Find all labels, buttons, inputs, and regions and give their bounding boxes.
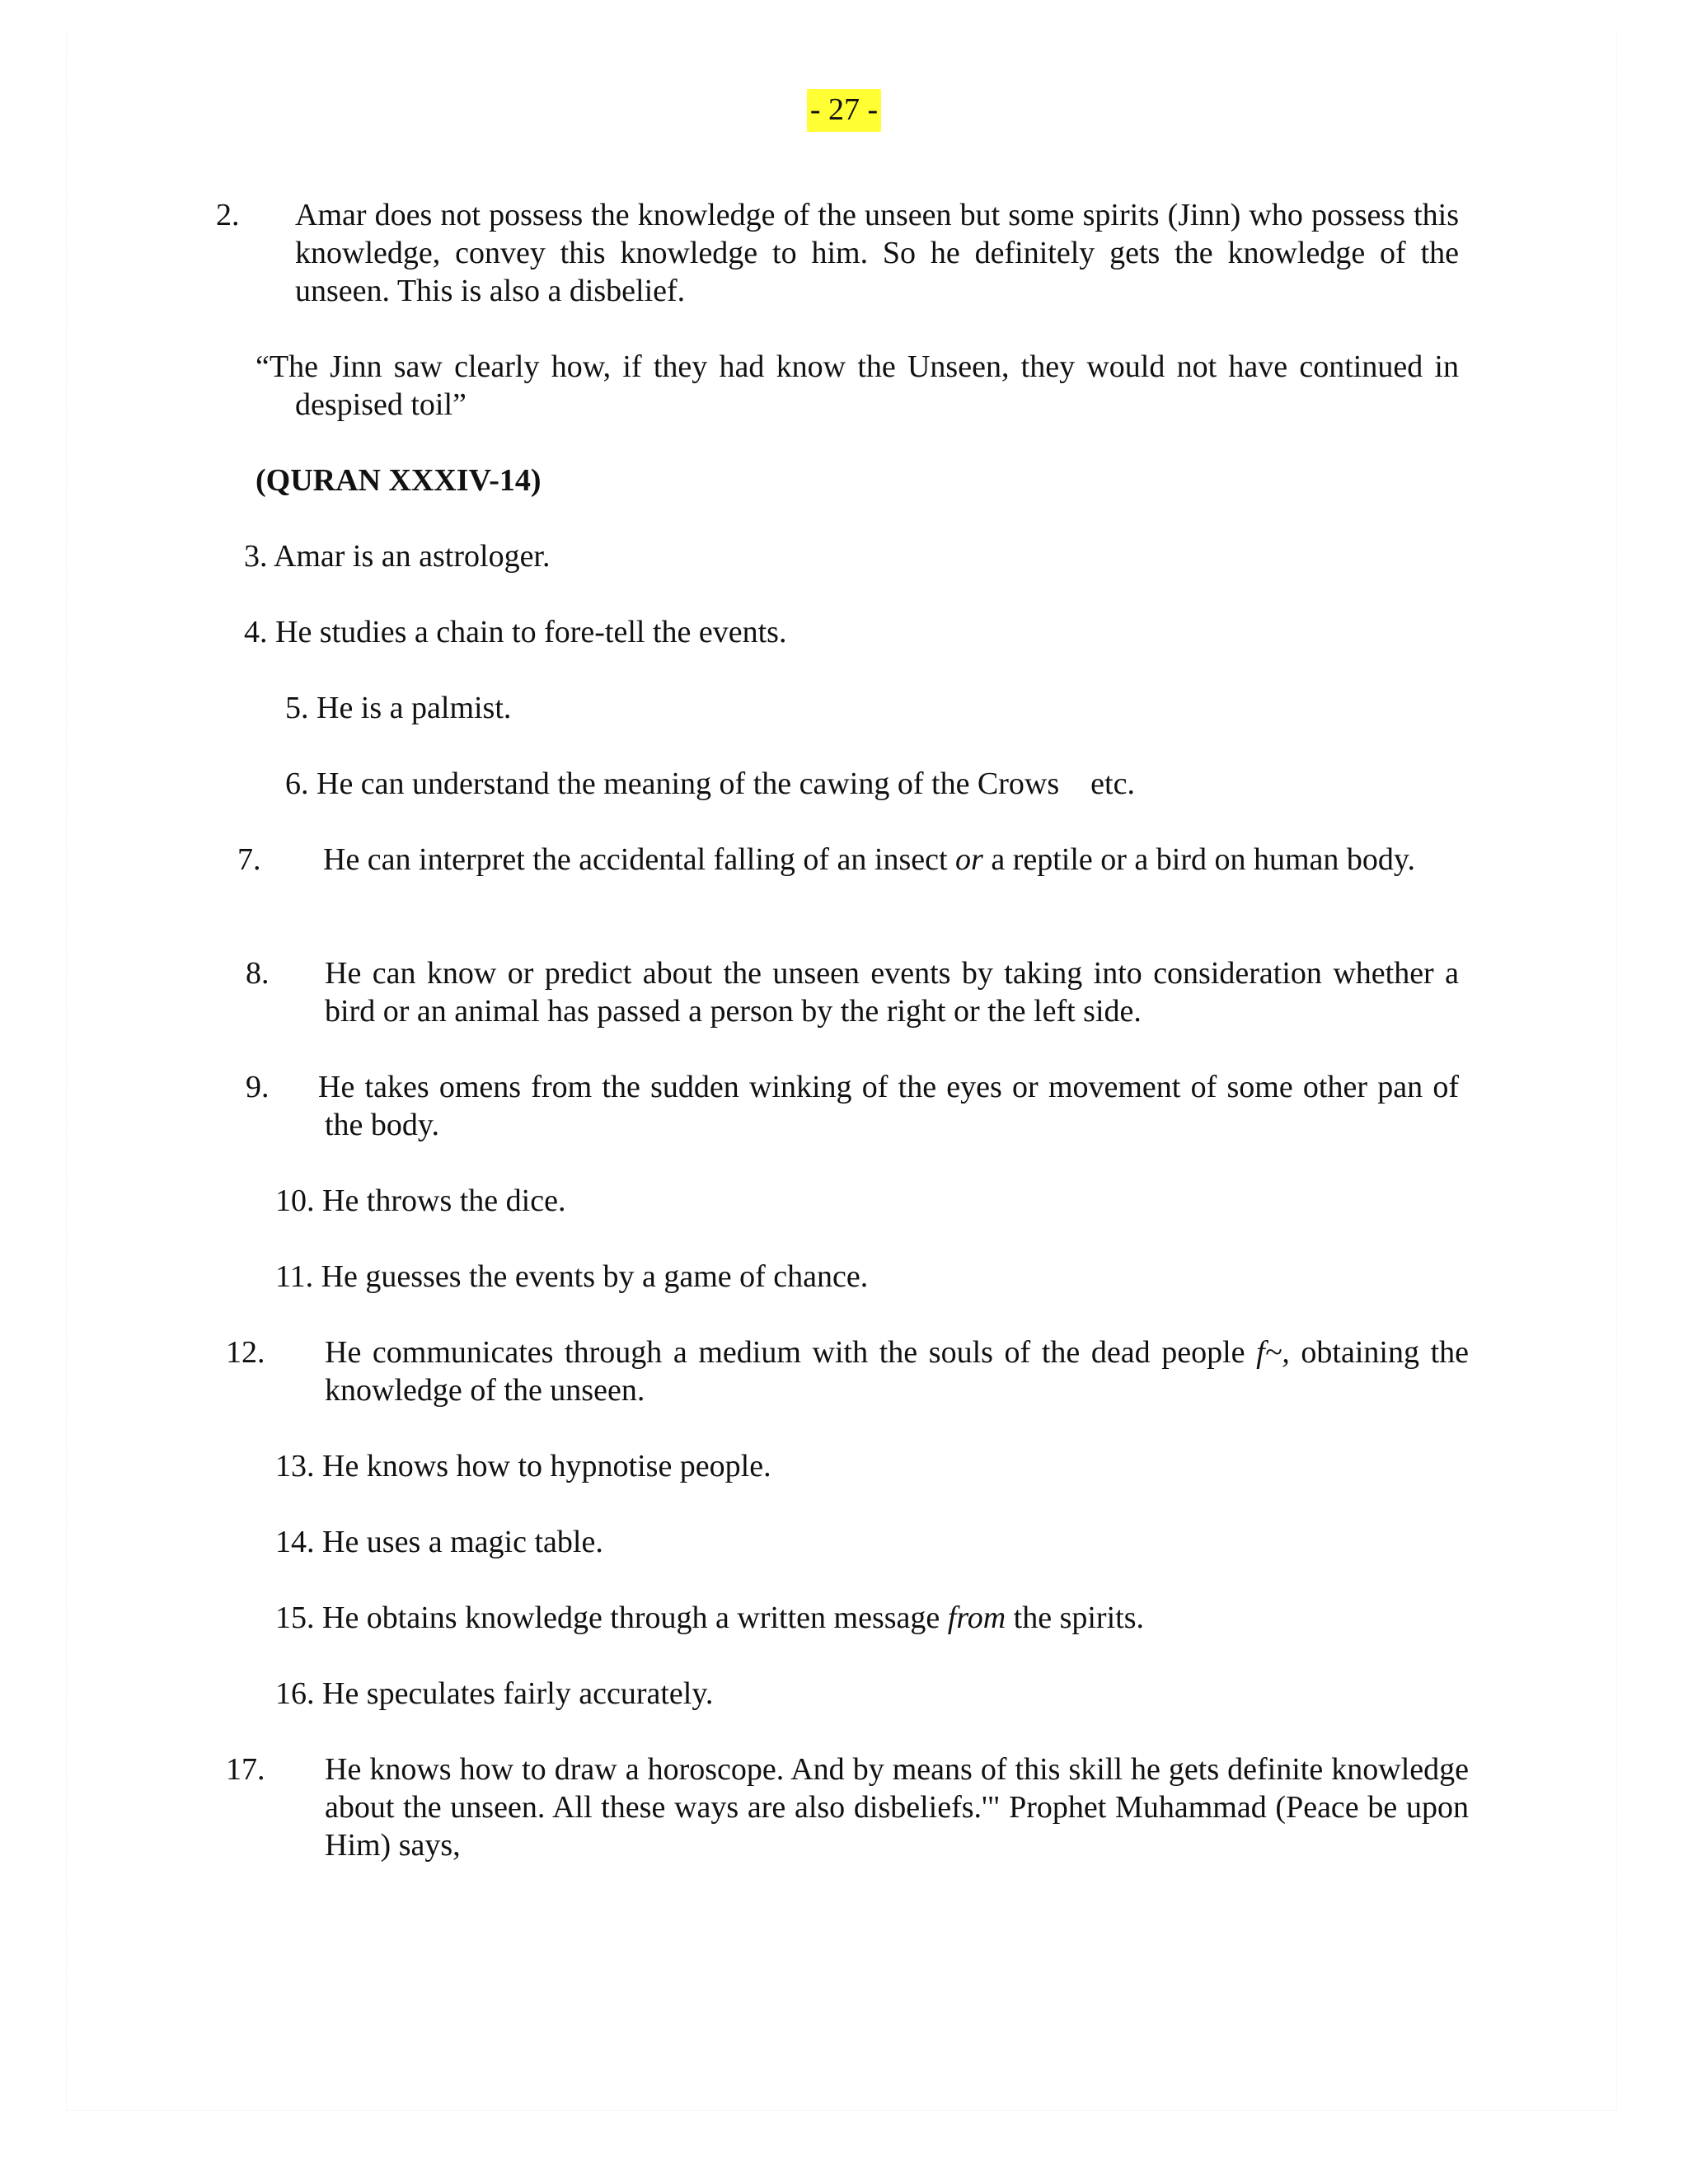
list-item-text: He speculates fairly accurately. <box>322 1676 714 1711</box>
list-item-text: He uses a magic table. <box>322 1525 603 1559</box>
list-item-number: 12. <box>226 1335 265 1370</box>
list-item-number: 17. <box>226 1752 265 1787</box>
list-item-number: 6. <box>285 766 309 801</box>
list-item-text: He studies a chain to fore-tell the events. <box>275 615 787 649</box>
quote-text: “The Jinn saw clearly how, if they had know the Unseen, they would not have continued in despised toil” <box>256 349 1459 422</box>
list-item-15 <box>275 1599 1144 1637</box>
list-item-number: 9. <box>246 1070 270 1104</box>
list-item-number: 13. <box>275 1449 315 1483</box>
list-item-text: He guesses the events by a game of chance. <box>321 1259 869 1294</box>
list-item-16 <box>275 1675 713 1713</box>
list-item-9 <box>246 1068 1459 1144</box>
citation-text: (QURAN XXXIV-14) <box>256 463 542 498</box>
list-item-text: He can know or predict about the unseen events by taking into consideration whether a bird or an animal has passed a person by the right or the left side. <box>325 956 1459 1029</box>
list-item-number: 8. <box>246 956 270 991</box>
list-item-text: He knows how to draw a horoscope. And by means of this skill he gets definite knowledge about the unseen. All these ways are also disbeliefs.'" Prophet Muhammad (Peace be upon Him) says, <box>325 1752 1469 1863</box>
list-item-text: He communicates through a medium with the souls of the dead people <box>325 1335 1257 1370</box>
list-item-11 <box>275 1258 868 1296</box>
list-item-8 <box>246 954 1459 1030</box>
list-item-number: 16. <box>275 1676 315 1711</box>
list-item-text: Amar does not possess the knowledge of the unseen but some spirits (Jinn) who possess this knowledge, convey this knowledge to him. So he definitely gets the knowledge of the unseen. This is also a disbelief. <box>295 198 1459 308</box>
list-item-7 <box>237 841 1467 879</box>
list-item-14 <box>275 1523 603 1561</box>
quran-quote <box>256 348 1459 424</box>
list-item-text-end: a reptile or a bird on human body. <box>982 842 1415 877</box>
list-item-text: He is a palmist. <box>316 691 512 725</box>
list-item-text: He can understand the meaning of the cawing of the Crows etc. <box>316 766 1135 801</box>
list-item-italic: or <box>955 842 983 877</box>
page-number <box>0 94 1688 125</box>
list-item-6 <box>285 765 1135 803</box>
list-item-number: 3. <box>244 539 268 574</box>
page-number-highlight: - 27 - <box>807 89 881 132</box>
list-item-italic: from <box>947 1601 1006 1635</box>
list-item-text: He throws the dice. <box>322 1183 566 1218</box>
list-item-number: 15. <box>275 1601 315 1635</box>
list-item-text: He obtains knowledge through a written message <box>322 1601 948 1635</box>
list-item-13 <box>275 1447 771 1485</box>
list-item-number: 14. <box>275 1525 315 1559</box>
list-item-12 <box>226 1333 1469 1409</box>
list-item-italic: f~, <box>1256 1335 1290 1370</box>
list-item-number: 7. <box>237 842 261 877</box>
list-item-2 <box>216 196 1459 310</box>
list-item-number: 11. <box>275 1259 314 1294</box>
list-item-5 <box>285 689 511 727</box>
list-item-text: He takes omens from the sudden winking of the eyes or movement of some other pan of the body. <box>318 1070 1459 1142</box>
list-item-number: 4. <box>244 615 268 649</box>
list-item-number: 10. <box>275 1183 315 1218</box>
list-item-text: He can interpret the accidental falling of an insect <box>323 842 956 877</box>
list-item-3 <box>244 537 551 575</box>
list-item-17 <box>226 1750 1469 1864</box>
list-item-number: 2. <box>216 198 240 232</box>
list-item-number: 5. <box>285 691 309 725</box>
list-item-4 <box>244 613 786 651</box>
quote-citation <box>256 462 542 499</box>
list-item-text: He knows how to hypnotise people. <box>322 1449 771 1483</box>
list-item-text: Amar is an astrologer. <box>273 539 551 574</box>
list-item-text-end: obtaining the knowledge of the unseen. <box>325 1335 1469 1408</box>
list-item-text-end: the spirits. <box>1006 1601 1144 1635</box>
list-item-10 <box>275 1182 565 1220</box>
